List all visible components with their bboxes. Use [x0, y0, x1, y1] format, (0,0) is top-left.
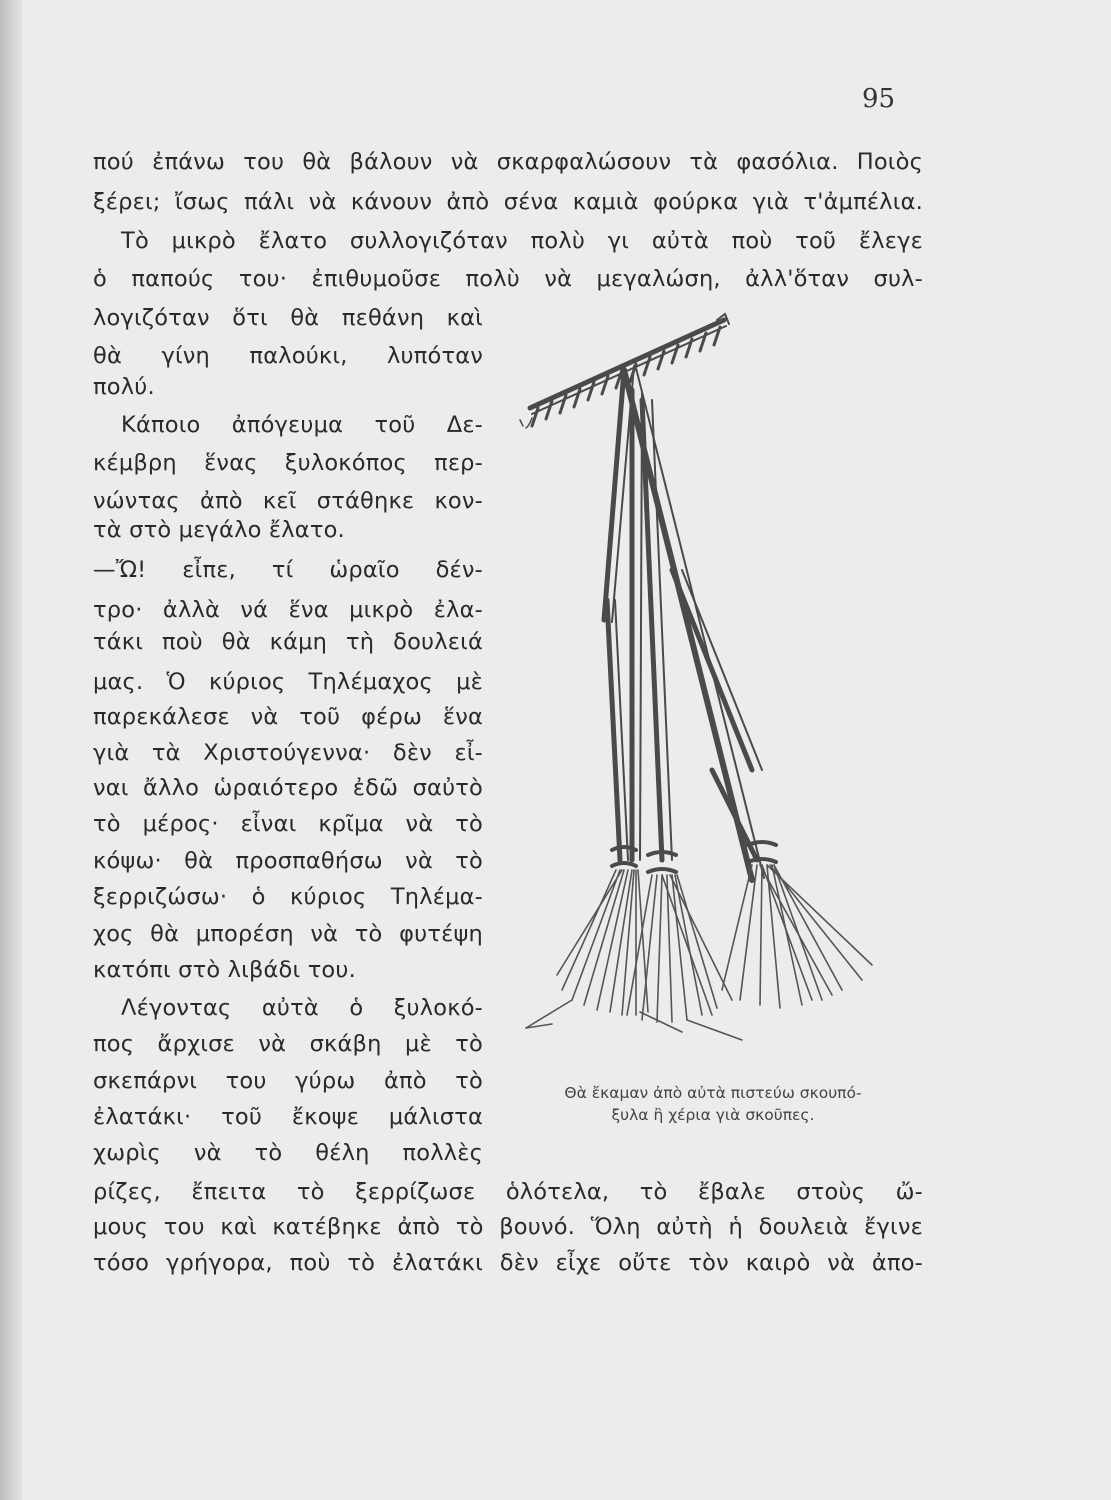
text-line: τὸ μέρος· εἶναι κρῖμα νὰ τὸ: [93, 811, 483, 837]
text-line: τὰ στὸ μεγάλο ἔλατο.: [93, 517, 345, 543]
caption-line: ξυλα ἢ χέρια γιὰ σκοῦπες.: [611, 1106, 815, 1124]
text-line: Κάποιο ἀπόγευμα τοῦ Δε-: [121, 412, 483, 438]
text-line: πολύ.: [93, 374, 155, 400]
text-line: λογιζόταν ὅτι θὰ πεθάνη καὶ: [93, 305, 483, 331]
caption-line: Θὰ ἔκαμαν ἀπὸ αὐτὰ πιστεύω σκουπό-: [564, 1084, 862, 1102]
text-line: τόσο γρήγορα, ποὺ τὸ ἐλατάκι δὲν εἶχε οὔτε τὸν καιρὸ νὰ ἀπο-: [93, 1250, 923, 1276]
text-line: Τὸ μικρὸ ἔλατο συλλογιζόταν πολὺ γι αὐτὰ ποὺ τοῦ ἔλεγε: [121, 228, 923, 254]
text-line: κόψω· θὰ προσπαθήσω νὰ τὸ: [93, 848, 483, 874]
text-line: νώντας ἀπὸ κεῖ στάθηκε κον-: [93, 488, 483, 514]
text-line: παρεκάλεσε νὰ τοῦ φέρω ἕνα: [93, 704, 483, 730]
text-line: τάκι ποὺ θὰ κάμη τὴ δουλειά: [93, 629, 483, 655]
text-line: τρο· ἀλλὰ νά ἕνα μικρὸ ἐλα-: [93, 597, 483, 623]
rake-and-brooms-illustration: [512, 300, 912, 1060]
text-line: σκεπάρνι του γύρω ἀπὸ τὸ: [93, 1068, 483, 1094]
text-line: ὁ παπούς του· ἐπιθυμοῦσε πολὺ νὰ μεγαλώση, ἀλλ'ὅταν συλ-: [93, 266, 923, 292]
text-line: γιὰ τὰ Χριστούγεννα· δὲν εἶ-: [93, 740, 483, 766]
text-line: Λέγοντας αὐτὰ ὁ ξυλοκό-: [121, 995, 483, 1021]
figure-caption: [508, 1082, 918, 1126]
text-line: ἐλατάκι· τοῦ ἔκοψε μάλιστα: [93, 1104, 483, 1130]
text-line: ναι ἄλλο ὡραιότερο ἐδῶ σαὐτὸ: [93, 775, 483, 801]
text-line: κατόπι στὸ λιβάδι του.: [93, 957, 356, 983]
text-line: —Ὤ! εἶπε, τί ὡραῖο δέν-: [93, 557, 483, 583]
text-line: μας. Ὁ κύριος Τηλέμαχος μὲ: [93, 669, 483, 695]
text-line: χος θὰ μπορέση νὰ τὸ φυτέψη: [93, 921, 483, 947]
broom-bristles: [526, 865, 872, 1040]
text-line: χωρὶς νὰ τὸ θέλη πολλὲς: [93, 1140, 483, 1166]
text-line: μους του καὶ κατέβηκε ἀπὸ τὸ βουνό. Ὅλη αὐτὴ ἡ δουλειὰ ἔγινε: [93, 1214, 923, 1240]
page-number: 95: [862, 84, 896, 114]
rake-handle: [604, 366, 764, 880]
text-line: θὰ γίνη παλούκι, λυπόταν: [93, 343, 483, 369]
text-line: πος ἄρχισε νὰ σκάβη μὲ τὸ: [93, 1031, 483, 1057]
broom-handles: [607, 390, 762, 860]
text-line: ξέρει; ἴσως πάλι νὰ κάνουν ἀπὸ σένα καμιὰ φούρκα γιὰ τ'ἀμπέλια.: [93, 189, 923, 215]
text-line: ρίζες, ἔπειτα τὸ ξερρίζωσε ὁλότελα, τὸ ἔβαλε στοὺς ὤ-: [93, 1179, 923, 1205]
text-line: πού ἐπάνω του θὰ βάλουν νὰ σκαρφαλώσουν τὰ φασόλια. Ποιὸς: [93, 149, 923, 175]
text-line: κέμβρη ἕνας ξυλοκόπος περ-: [93, 450, 483, 476]
text-line: ξερριζώσω· ὁ κύριος Τηλέμα-: [93, 884, 483, 910]
page-spine-shadow: [0, 0, 22, 1500]
